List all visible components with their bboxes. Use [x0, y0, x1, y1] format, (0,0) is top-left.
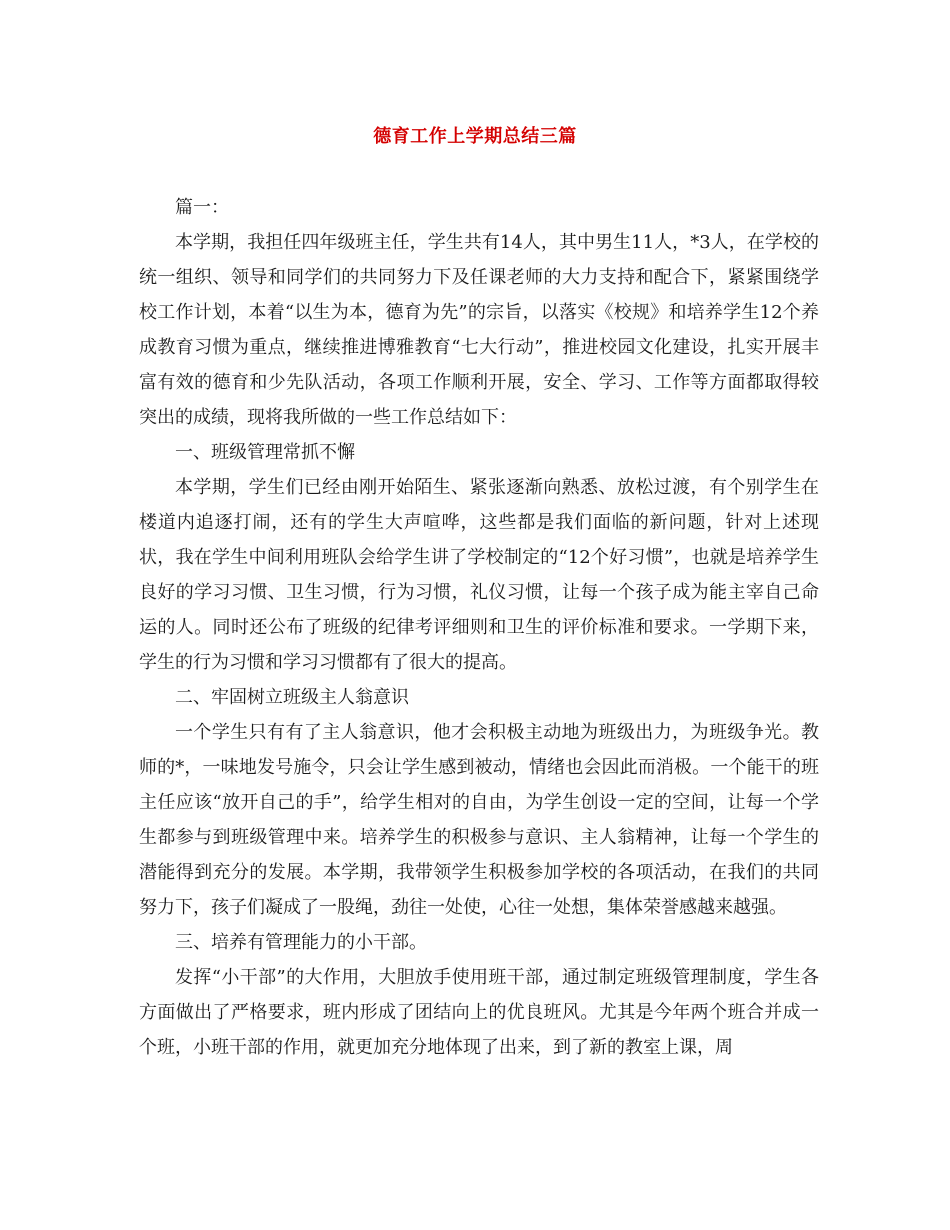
section-heading: 三、培养有管理能力的小干部。 [175, 932, 427, 953]
paragraph: 一个学生只有有了主人翁意识，他才会积极主动地为班级出力，为班级争光。教师的*，一味地发号施令，只会让学生感到被动，情绪也会因此而消极。一个能干的班主任应该“放开自己的手”，给学生相对的自由，为学生创设一定的空间，让每一个学生都参与到班级管理中来。培养学生的积极参与意识、主人翁精神，让每一个学生的潜能得到充分的发展。本学期，我带领学生积极参加学校的各项活动，在我们的共同努力下，孩子们凝成了一股绳，劲往一处使，心往一处想，集体荣誉感越来越强。 [139, 722, 819, 918]
section-label: 篇一： [175, 197, 229, 218]
paragraph: 本学期，学生们已经由刚开始陌生、紧张逐渐向熟悉、放松过渡，有个别学生在楼道内追逐打闹，还有的学生大声喧哗，这些都是我们面临的新问题，针对上述现状，我在学生中间利用班队会给学生讲了学校制定的“12个好习惯”，也就是培养学生良好的学习习惯、卫生习惯，行为习惯，礼仪习惯，让每一个孩子成为能主宰自己命运的人。同时还公布了班级的纪律考评细则和卫生的评价标准和要求。一学期下来，学生的行为习惯和学习习惯都有了很大的提高。 [139, 477, 819, 673]
paragraph: 本学期，我担任四年级班主任，学生共有14人，其中男生11人，*3人，在学校的统一组织、领导和同学们的共同努力下及任课老师的大力支持和配合下，紧紧围绕学校工作计划，本着“以生为本，德育为先”的宗旨，以落实《校规》和培养学生12个养成教育习惯为重点，继续推进博雅教育“七大行动”，推进校园文化建设，扎实开展丰富有效的德育和少先队活动，各项工作顺利开展，安全、学习、工作等方面都取得较突出的成绩，现将我所做的一些工作总结如下： [139, 232, 819, 428]
section-heading: 一、班级管理常抓不懈 [175, 442, 355, 463]
document-title: 德育工作上学期总结三篇 [373, 126, 577, 147]
paragraph: 发挥“小干部”的大作用，大胆放手使用班干部，通过制定班级管理制度，学生各方面做出了严格要求，班内形成了团结向上的优良班风。尤其是今年两个班合并成一个班，小班干部的作用，就更加充分地体现了出来，到了新的教室上课，周 [139, 967, 819, 1058]
section-heading: 二、牢固树立班级主人翁意识 [175, 687, 409, 708]
document-body [139, 190, 819, 1065]
